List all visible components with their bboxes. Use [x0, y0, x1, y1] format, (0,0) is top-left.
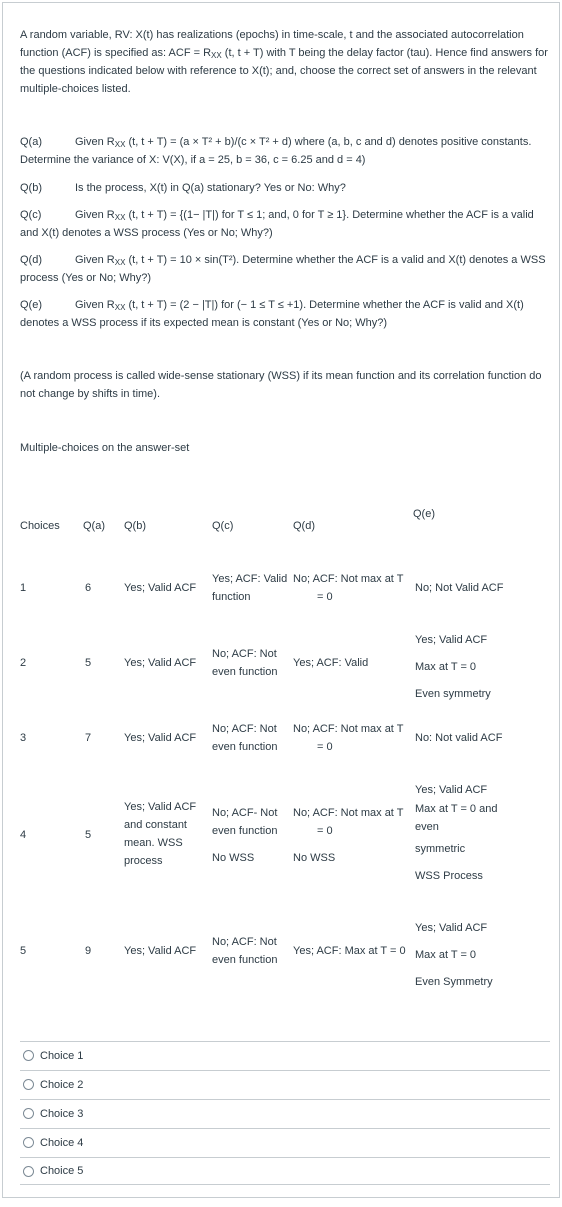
row2-qb: Yes; Valid ACF: [124, 657, 197, 669]
radio-icon[interactable]: [23, 1079, 34, 1090]
option-choice-1[interactable]: [20, 1041, 550, 1069]
option-label: Choice 4: [40, 1136, 84, 1149]
option-label: Choice 3: [40, 1107, 84, 1120]
mc-heading: Multiple-choices on the answer-set: [20, 442, 190, 454]
row5-qd: Yes; ACF: Max at T = 0: [293, 945, 406, 957]
row3-qe: No: Not valid ACF: [415, 732, 503, 744]
option-choice-5[interactable]: [20, 1157, 550, 1185]
header-choices: Choices: [20, 520, 60, 532]
row4-qd: No; ACF: Not max at T = 0 No WSS: [293, 807, 404, 864]
option-label: Choice 5: [40, 1165, 84, 1177]
row1-qc: Yes; ACF: Valid function: [212, 573, 288, 603]
header-qb: Q(b): [124, 520, 146, 532]
row2-qe: Yes; Valid ACF Max at T = 0 Even symmetry: [415, 634, 491, 700]
row1-qa: 6: [85, 582, 92, 594]
row5-qc: No; ACF: Not even function: [212, 936, 278, 966]
row2-qa: 5: [85, 657, 92, 669]
radio-icon[interactable]: [23, 1108, 34, 1119]
header-qc: Q(c): [212, 520, 234, 532]
row4-qb: Yes; Valid ACF and constant mean. WSS process: [124, 801, 197, 867]
row2-choice: 2: [20, 657, 27, 669]
header-qa: Q(a): [83, 520, 105, 532]
row4-qe: Yes; Valid ACF Max at T = 0 and even symmetric WSS Process: [415, 784, 498, 882]
option-choice-2[interactable]: [20, 1070, 550, 1098]
row3-qd: No; ACF: Not max at T = 0: [293, 723, 404, 753]
row4-qc: No; ACF- Not even function No WSS: [212, 807, 278, 864]
row1-qb: Yes; Valid ACF: [124, 582, 197, 594]
question-e: Q(e) Given $R_{XX}$ (t, t + T) = (2 − |T|) for (− 1 ≤ T ≤ +1). Determine whether the ACF is valid and X(t) denotes a WSS process if its expected mean is constant (Yes or No; Why?): [20, 299, 524, 329]
option-choice-3[interactable]: [20, 1099, 550, 1127]
question-b: Q(b) Is the process, X(t) in Q(a) stationary? Yes or No: Why?: [20, 182, 346, 194]
option-label: Choice 1: [40, 1049, 84, 1062]
row1-qd: No; ACF: Not max at T = 0: [293, 573, 404, 603]
row5-qe: Yes; Valid ACF Max at T = 0 Even Symmetry: [415, 922, 493, 988]
intro-paragraph: A random variable, RV: X(t) has realizations (epochs) in time-scale, t and the associated autocorrelation function (ACF) is specified as: ACF = $R_{XX}$ (t, t + T) with T being the delay factor (tau). Hence find answers for the questions indicated below with reference to X(t); and, choose the correct set of answers in the relevant multiple-choices listed.: [20, 29, 548, 95]
row3-qa: 7: [85, 732, 92, 744]
row3-qc: No; ACF: Not even function: [212, 723, 278, 753]
question-d: Q(d) Given $R_{XX}$ (t, t + T) = 10 × sin(T²). Determine whether the ACF is a valid and X(t) denotes a WSS process (Yes or No; Why?): [20, 254, 546, 284]
row4-choice: 4: [20, 829, 27, 841]
radio-icon[interactable]: [23, 1050, 34, 1061]
radio-icon[interactable]: [23, 1137, 34, 1148]
row4-qa: 5: [85, 829, 92, 841]
question-panel: [2, 2, 560, 1198]
option-choice-4[interactable]: [20, 1128, 550, 1156]
row1-qe: No; Not Valid ACF: [415, 582, 504, 594]
row5-qb: Yes; Valid ACF: [124, 945, 197, 957]
row2-qc: No; ACF: Not even function: [212, 648, 278, 678]
row3-qb: Yes; Valid ACF: [124, 732, 197, 744]
row5-choice: 5: [20, 945, 27, 957]
row1-choice: 1: [20, 582, 27, 594]
header-qd: Q(d): [293, 520, 315, 532]
wss-note: (A random process is called wide-sense stationary (WSS) if its mean function and its correlation function do not change by shifts in time).: [20, 370, 542, 400]
question-a: Q(a) Given $R_{XX}$ (t, t + T) = (a × T² + b)/(c × T² + d) where (a, b, c and d) denotes positive constants. Determine the variance of X: V(X), if a = 25, b = 36, c = 6.25 and d = 4): [20, 136, 532, 166]
question-c: Q(c) Given $R_{XX}$ (t, t + T) = {(1− |T|) for T ≤ 1; and, 0 for T ≥ 1}. Determine whether the ACF is a valid and X(t) denotes a WSS process (Yes or No; Why?): [20, 209, 534, 239]
row3-choice: 3: [20, 732, 27, 744]
option-label: Choice 2: [40, 1078, 84, 1091]
row5-qa: 9: [85, 945, 92, 957]
row2-qd: Yes; ACF: Valid: [293, 657, 369, 669]
header-qe: Q(e): [413, 508, 435, 520]
radio-icon[interactable]: [23, 1166, 34, 1177]
